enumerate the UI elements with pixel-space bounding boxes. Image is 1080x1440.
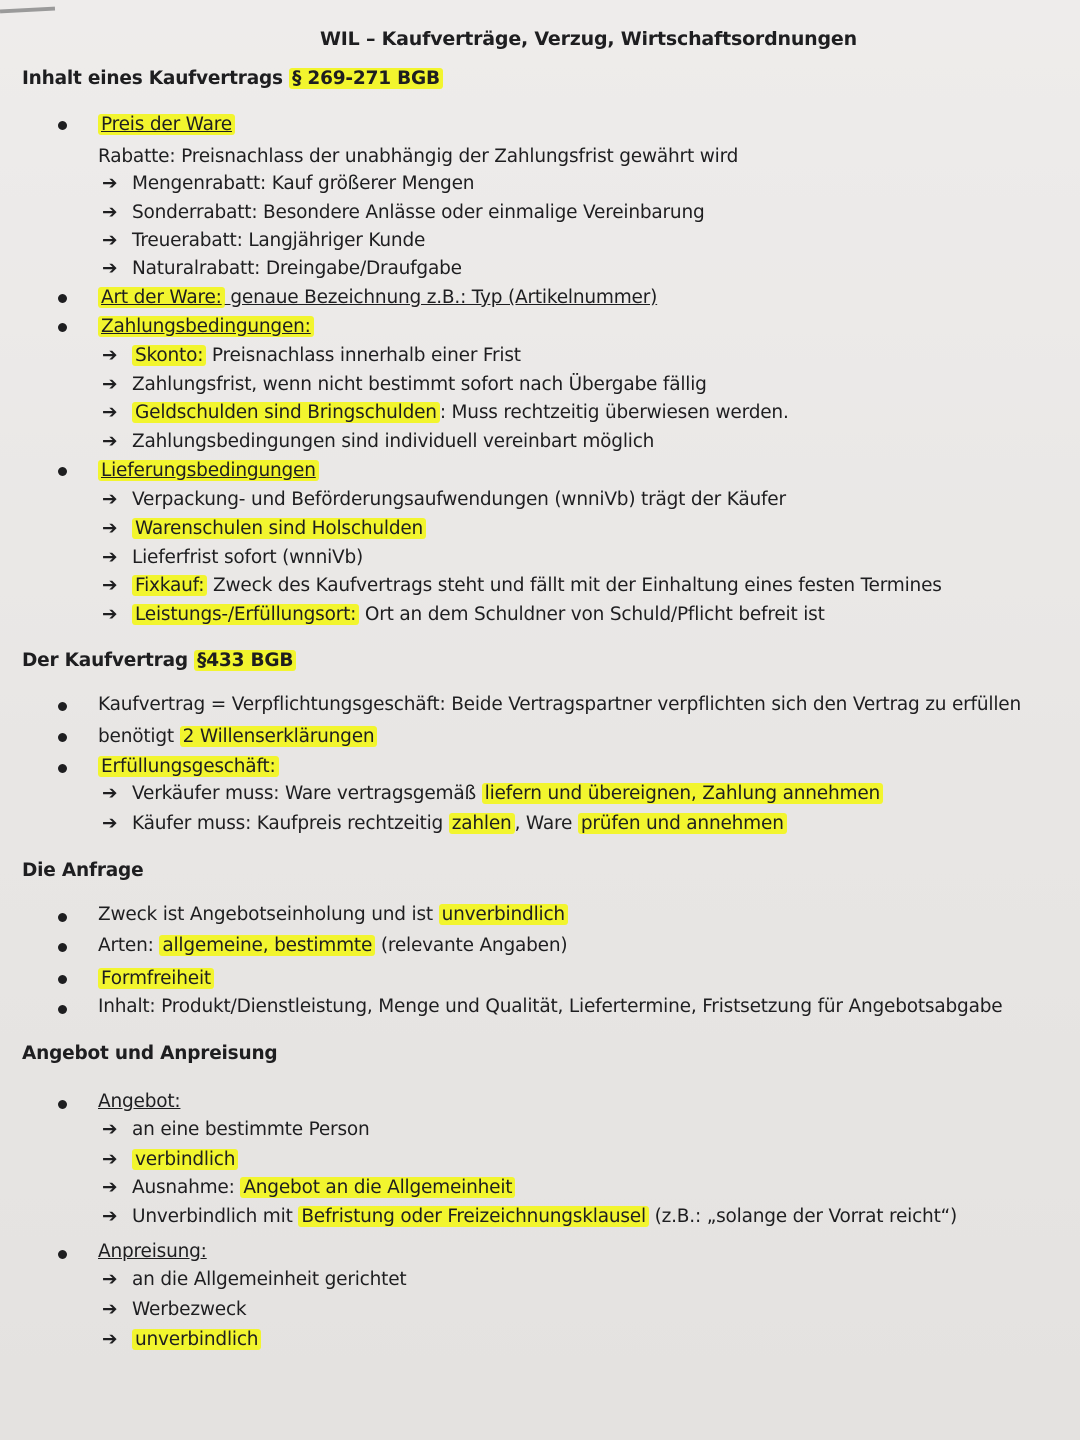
list-item-ausnahme	[98, 1176, 515, 1200]
item-label: liefern und übereignen, Zahlung annehmen	[482, 783, 883, 804]
item-label: Art der Ware:	[98, 287, 225, 308]
heading-law-ref: § 269-271 BGB	[289, 68, 443, 89]
heading-law-ref: §433 BGB	[194, 650, 296, 671]
list-item-werbezweck	[98, 1298, 246, 1322]
list-item-formfreiheit	[98, 967, 214, 991]
bullet-icon	[58, 975, 67, 984]
item-label: allgemeine, bestimmte	[159, 935, 375, 956]
list-item-inhalt: Inhalt: Produkt/Dienstleistung, Menge und Qualität, Liefertermine, Fristsetzung für Angebotsabgabe	[98, 996, 1003, 1017]
list-item-art	[98, 286, 657, 310]
item-label: Fixkauf:	[132, 575, 207, 596]
bullet-icon	[58, 467, 67, 476]
item-label: Preis der Ware	[98, 114, 235, 135]
list-item-willenserklaerungen	[98, 725, 377, 749]
arrow-icon: ➔	[102, 1149, 118, 1170]
item-text: Werbezweck	[132, 1299, 247, 1320]
heading-text: Inhalt eines Kaufvertrags	[22, 68, 290, 89]
list-item-fixkauf	[98, 574, 942, 598]
bullet-icon	[58, 733, 67, 742]
list-item-geldschulden	[98, 401, 789, 425]
section-heading-angebot: Angebot und Anpreisung	[22, 1043, 278, 1064]
item-text: Naturalrabatt: Dreingabe/Draufgabe	[132, 258, 462, 279]
bullet-icon	[58, 121, 67, 130]
section-heading-inhalt	[22, 68, 443, 89]
item-label: Angebot:	[98, 1091, 181, 1112]
bullet-icon	[58, 764, 67, 773]
list-item-naturalrabatt	[98, 257, 462, 281]
item-label: Befristung oder Freizeichnungsklausel	[298, 1206, 649, 1227]
list-item-arten	[98, 934, 567, 958]
arrow-icon: ➔	[102, 1177, 118, 1198]
arrow-icon: ➔	[102, 1329, 118, 1350]
item-label: Geldschulden sind Bringschulden	[132, 402, 440, 423]
list-item-allgemeinheit	[98, 1268, 406, 1292]
item-text: , Ware	[514, 813, 578, 834]
item-label: Skonto:	[132, 345, 206, 366]
item-label: Formfreiheit	[98, 968, 214, 989]
list-item-sonderrabatt	[98, 201, 705, 225]
list-item-person	[98, 1118, 370, 1142]
item-label: Warenschulen sind Holschulden	[132, 518, 426, 539]
list-item-skonto	[98, 344, 521, 368]
list-item-lieferungsbedingungen	[98, 459, 319, 483]
list-item-treuerabatt	[98, 229, 425, 253]
arrow-icon: ➔	[102, 202, 118, 223]
bullet-icon	[58, 913, 67, 922]
item-text: Sonderrabatt: Besondere Anlässe oder einmalige Vereinbarung	[132, 202, 705, 223]
item-text: benötigt	[98, 726, 180, 747]
arrow-icon: ➔	[102, 374, 118, 395]
list-item-anpreisung	[98, 1240, 207, 1264]
item-text: genaue Bezeichnung z.B.: Typ (Artikelnummer)	[224, 287, 658, 308]
item-label: unverbindlich	[439, 904, 568, 925]
arrow-icon: ➔	[102, 1206, 118, 1227]
item-text: Arten:	[98, 935, 160, 956]
item-text: Mengenrabatt: Kauf größerer Mengen	[132, 173, 475, 194]
item-text: Zahlungsbedingungen sind individuell vereinbart möglich	[132, 431, 655, 452]
arrow-icon: ➔	[102, 1299, 118, 1320]
item-text: Preisnachlass innerhalb einer Frist	[206, 345, 521, 366]
arrow-icon: ➔	[102, 345, 118, 366]
item-text: Käufer muss: Kaufpreis rechtzeitig	[132, 813, 449, 834]
item-text: Zweck ist Angebotseinholung und ist	[98, 904, 439, 925]
list-item-unverbindlich	[98, 1328, 261, 1352]
list-item-individuell	[98, 430, 654, 454]
item-text: (z.B.: „solange der Vorrat reicht“)	[648, 1206, 958, 1227]
list-item-verkaeufer	[98, 782, 883, 806]
bullet-icon	[58, 702, 67, 711]
item-label: Angebot an die Allgemeinheit	[240, 1177, 515, 1198]
item-text: Zahlungsfrist, wenn nicht bestimmt sofort nach Übergabe fällig	[132, 374, 707, 395]
bullet-icon	[58, 943, 67, 952]
arrow-icon: ➔	[102, 604, 118, 625]
arrow-icon: ➔	[102, 783, 118, 804]
page-title: WIL – Kaufverträge, Verzug, Wirtschaftsordnungen	[320, 28, 857, 50]
bullet-icon	[58, 1005, 67, 1014]
item-text: Lieferfrist sofort (wnniVb)	[132, 547, 364, 568]
item-label: zahlen	[449, 813, 515, 834]
arrow-icon: ➔	[102, 575, 118, 596]
item-label: Lieferungsbedingungen	[98, 460, 319, 481]
heading-text: Der Kaufvertrag	[22, 650, 195, 671]
item-text: Treuerabatt: Langjähriger Kunde	[132, 230, 426, 251]
list-item-kaeufer	[98, 812, 787, 836]
item-text: Unverbindlich mit	[132, 1206, 299, 1227]
bullet-icon	[58, 1100, 67, 1109]
list-item-kaufvertrag: Kaufvertrag = Verpflichtungsgeschäft: Beide Vertragspartner verpflichten sich den Vertrag zu erfüllen	[98, 694, 1021, 715]
item-label: Leistungs-/Erfüllungsort:	[132, 604, 359, 625]
arrow-icon: ➔	[102, 1119, 118, 1140]
item-label: unverbindlich	[132, 1329, 261, 1350]
arrow-icon: ➔	[102, 547, 118, 568]
section-heading-anfrage: Die Anfrage	[22, 860, 144, 881]
bullet-icon	[58, 323, 67, 332]
list-item-zahlungsbedingungen	[98, 315, 314, 339]
list-item-unverbindlich-befristung	[98, 1205, 957, 1229]
arrow-icon: ➔	[102, 489, 118, 510]
list-item-mengenrabatt	[98, 172, 474, 196]
bullet-icon	[58, 294, 67, 303]
arrow-icon: ➔	[102, 402, 118, 423]
item-text: an eine bestimmte Person	[132, 1119, 370, 1140]
list-item-warenschulden	[98, 517, 426, 541]
arrow-icon: ➔	[102, 431, 118, 452]
item-label: Erfüllungsgeschäft:	[98, 756, 279, 777]
list-item-rabatte: Rabatte: Preisnachlass der unabhängig der Zahlungsfrist gewährt wird	[98, 146, 739, 167]
item-label: Zahlungsbedingungen:	[98, 316, 314, 337]
section-heading-kaufvertrag	[22, 650, 296, 671]
item-label: Anpreisung:	[98, 1241, 207, 1262]
list-item-zahlungsfrist	[98, 373, 707, 397]
item-text: Verpackung- und Beförderungsaufwendungen (wnniVb) trägt der Käufer	[132, 489, 786, 510]
item-text: Verkäufer muss: Ware vertragsgemäß	[132, 783, 482, 804]
item-text: Ort an dem Schuldner von Schuld/Pflicht befreit ist	[359, 604, 825, 625]
item-text: Ausnahme:	[132, 1177, 241, 1198]
item-text: (relevante Angaben)	[375, 935, 568, 956]
bullet-icon	[58, 1250, 67, 1259]
list-item-lieferfrist	[98, 546, 363, 570]
list-item-angebot	[98, 1090, 180, 1114]
arrow-icon: ➔	[102, 813, 118, 834]
item-label: prüfen und annehmen	[578, 813, 787, 834]
list-item-verpackung	[98, 488, 786, 512]
item-label: 2 Willenserklärungen	[180, 726, 378, 747]
item-label: verbindlich	[132, 1149, 238, 1170]
pen-mark	[0, 7, 55, 14]
arrow-icon: ➔	[102, 1269, 118, 1290]
item-text: an die Allgemeinheit gerichtet	[132, 1269, 407, 1290]
list-item-preis	[98, 113, 235, 137]
list-item-erfuellungsgeschaeft	[98, 755, 279, 779]
list-item-verbindlich	[98, 1148, 238, 1172]
list-item-zweck	[98, 903, 568, 927]
arrow-icon: ➔	[102, 518, 118, 539]
item-text: : Muss rechtzeitig überwiesen werden.	[439, 402, 789, 423]
arrow-icon: ➔	[102, 230, 118, 251]
list-item-leistungsort	[98, 603, 825, 627]
arrow-icon: ➔	[102, 173, 118, 194]
arrow-icon: ➔	[102, 258, 118, 279]
item-text: Zweck des Kaufvertrags steht und fällt mit der Einhaltung eines festen Termines	[207, 575, 942, 596]
